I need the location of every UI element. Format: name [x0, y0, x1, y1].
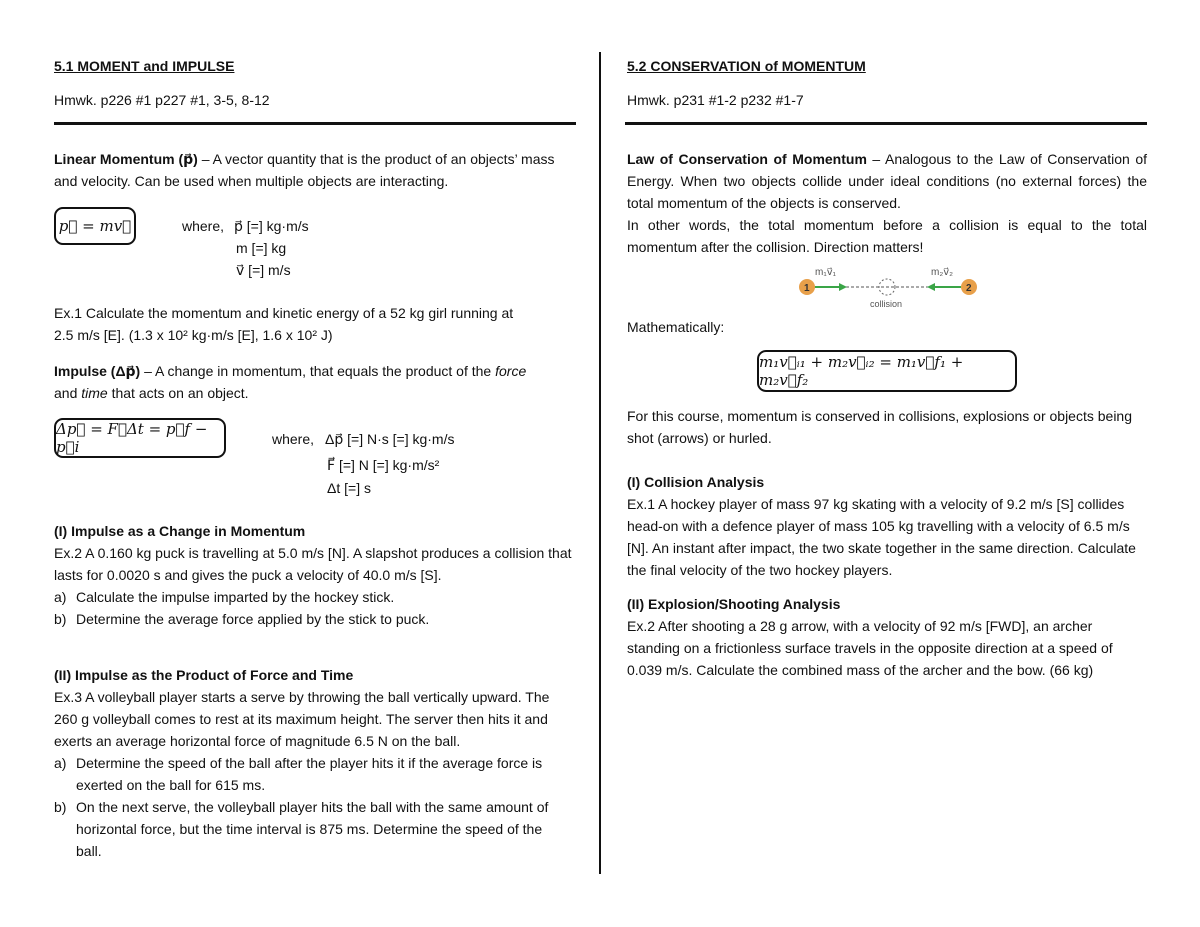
list-text: Determine the average force applied by the stick to puck. — [76, 611, 430, 627]
unit-force: F⃗ [=] N [=] kg·m/s² — [327, 457, 440, 473]
impulse-text-3: that acts on an object. — [107, 385, 249, 401]
linear-momentum-text: – A vector quantity that is the product of an objects’ mass and velocity. Can be used when multiple objects are interacting. — [54, 151, 555, 189]
impulse-text-2: and — [54, 385, 82, 401]
impulse-text-1: – A change in momentum, that equals the product of the — [140, 363, 496, 379]
law-text: – Analogous to the Law of Conservation of Energy. When two objects collide under ideal conditions (no external forces) the total momentum of the objects is conserved. — [627, 151, 1147, 211]
homework-5-2: Hmwk. p231 #1-2 p232 #1-7 — [627, 92, 804, 108]
list-item — [54, 586, 576, 608]
impulse-formula-box — [54, 418, 226, 458]
section-title-5-2: 5.2 CONSERVATION of MOMENTUM — [627, 58, 866, 74]
header-rule — [625, 122, 1147, 125]
impulse-term: Impulse (Δp⃗) — [54, 363, 141, 379]
label-m2v2: m₂v⃗₂ — [931, 267, 954, 278]
impulse-formula: Δp⃗ = F⃗Δt = p⃗f − p⃗i — [56, 420, 208, 456]
list-text: Calculate the impulse imparted by the hockey stick. — [76, 589, 395, 605]
unit-mass: m [=] kg — [236, 240, 287, 256]
collision-ex1-text: Ex.1 A hockey player of mass 97 kg skating with a velocity of 9.2 m/s [S] collides head-on with a defence player of mass 105 kg travelling with a velocity of 6.5 m/s [N]. An instant after impact, the two skate together in the same direction. Calculate the final velocity of the two hockey players. — [627, 496, 1136, 578]
linear-momentum-term: Linear Momentum (p⃗) — [54, 151, 198, 167]
section-II-heading: (II) Impulse as the Product of Force and Time — [54, 667, 354, 683]
ex2-text: Ex.2 A 0.160 kg puck is travelling at 5.0 m/s [N]. A slapshot produces a collision that lasts for 0.0020 s and gives the puck a velocity of 40.0 m/s [S]. — [54, 545, 572, 583]
explosion-analysis-heading: (II) Explosion/Shooting Analysis — [627, 596, 841, 612]
section-title-5-1: 5.1 MOMENT and IMPULSE — [54, 58, 235, 74]
homework-5-1: Hmwk. p226 #1 p227 #1, 3-5, 8-12 — [54, 92, 270, 108]
collision-diagram — [795, 262, 985, 312]
conservation-equation-box — [757, 350, 1017, 392]
list-marker: a) — [54, 589, 67, 605]
unit-momentum: p⃗ [=] kg·m/s — [234, 218, 309, 234]
list-text: On the next serve, the volleyball player hits the ball with the same amount of horizontal force, but the time interval is 875 ms. Determine the speed of the ball. — [76, 799, 549, 859]
column-divider — [599, 52, 601, 874]
law-term: Law of Conservation of Momentum — [627, 151, 867, 167]
unit-velocity: v⃗ [=] m/s — [236, 262, 291, 278]
impulse-force-word: force — [495, 363, 527, 379]
list-marker: a) — [54, 755, 67, 771]
unit-time: Δt [=] s — [327, 480, 371, 496]
ball-2-label: 2 — [966, 283, 972, 294]
law-definition — [627, 148, 1147, 214]
mathematically-label: Mathematically: — [627, 319, 725, 335]
ex1-line2: 2.5 m/s [E]. (1.3 x 10² kg·m/s [E], 1.6 x 10² J) — [54, 327, 333, 343]
list-item — [54, 608, 576, 630]
unit-impulse: Δp⃗ [=] N·s [=] kg·m/s — [325, 431, 455, 447]
list-item — [54, 796, 576, 862]
list-item — [54, 752, 576, 796]
law-other-words: In other words, the total momentum before a collision is equal to the total momentum after the collision. Direction matters! — [627, 217, 1147, 255]
arrow-right-head — [839, 283, 847, 291]
conservation-equation: m₁v⃗ᵢ₁ + m₂v⃗ᵢ₂ = m₁v⃗f₁ + m₂v⃗f₂ — [759, 353, 964, 389]
ball-1-label: 1 — [804, 283, 810, 294]
momentum-formula-box — [54, 207, 136, 245]
impulse-time-word: time — [81, 385, 108, 401]
section-I-heading: (I) Impulse as a Change in Momentum — [54, 523, 306, 539]
ex1-line1: Ex.1 Calculate the momentum and kinetic energy of a 52 kg girl running at — [54, 305, 514, 321]
collision-analysis-heading: (I) Collision Analysis — [627, 474, 765, 490]
where-label: where, — [182, 218, 225, 234]
linear-momentum-definition — [54, 148, 576, 192]
impulse-where-label: where, — [272, 431, 315, 447]
arrow-left-head — [927, 283, 935, 291]
impulse-definition — [54, 360, 576, 404]
explosion-ex2-text: Ex.2 After shooting a 28 g arrow, with a velocity of 92 m/s [FWD], an archer standing on a frictionless surface travels in the opposite direction at a speed of 0.039 m/s. Calculate the combined mass of the archer and the bow. (66 kg) — [627, 618, 1113, 678]
header-rule — [54, 122, 576, 125]
list-marker: b) — [54, 611, 67, 627]
course-note: For this course, momentum is conserved in collisions, explosions or objects being shot (arrows) or hurled. — [627, 408, 1133, 446]
label-m1v1: m₁v⃗₁ — [815, 267, 836, 278]
ex3-text: Ex.3 A volleyball player starts a serve by throwing the ball vertically upward. The 260 g volleyball comes to rest at its maximum height. The server then hits it and exerts an average horizontal force of magnitude 6.5 N on the ball. — [54, 689, 550, 749]
list-marker: b) — [54, 799, 67, 815]
collision-label: collision — [870, 299, 903, 309]
list-text: Determine the speed of the ball after the player hits it if the average force is exerted on the ball for 615 ms. — [76, 755, 543, 793]
momentum-formula: p⃗ = mv⃗ — [58, 217, 132, 235]
